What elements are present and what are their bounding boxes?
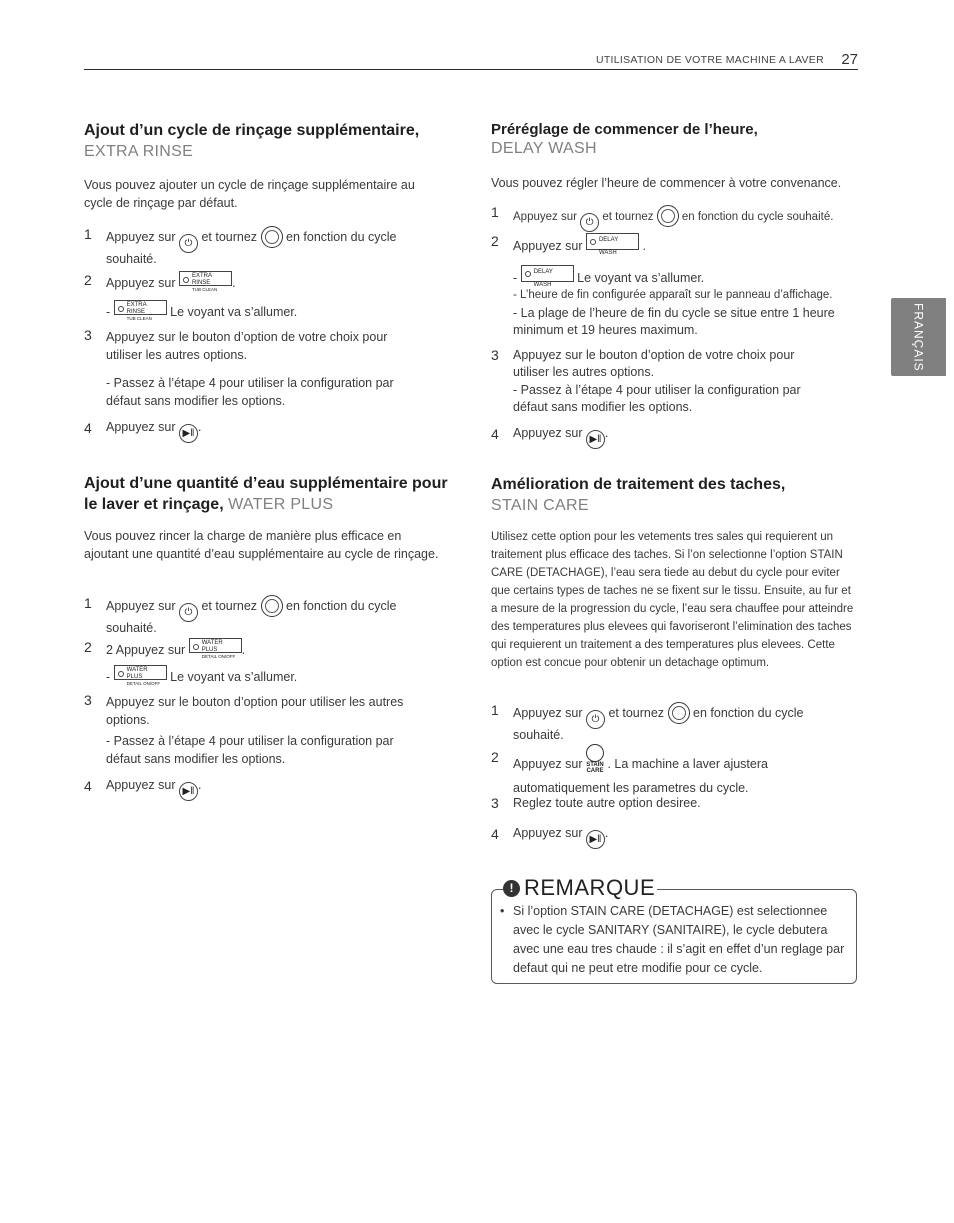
delay-wash-button-icon: DELAY WASH: [586, 233, 639, 250]
step-text: [513, 702, 853, 742]
step-sub: - DELAY WASH Le voyant va s’allumer.: [513, 265, 863, 287]
start-pause-icon: ▶‖: [586, 830, 605, 849]
note-bullet: •: [500, 904, 505, 918]
delay-wash-title: Préréglage de commencer de l’heure,: [491, 121, 758, 138]
step-label: Appuyez sur: [513, 239, 583, 253]
step-number: 1: [491, 702, 499, 718]
cycle-dial-icon: [668, 702, 690, 724]
step-sub: - Passez à l’étape 4 pour utiliser la configuration par défaut sans modifier les options.: [106, 376, 394, 408]
step-label: Appuyez sur: [106, 230, 176, 244]
exclamation-icon: !: [503, 880, 520, 897]
power-button-icon: ⏻: [586, 710, 605, 729]
cycle-dial-icon: [261, 226, 283, 248]
delay-wash-intro: Vous pouvez régler l’heure de commencer à votre convenance.: [491, 176, 842, 190]
step-number: 4: [491, 426, 499, 442]
step-number: 4: [491, 826, 499, 842]
step-text: Appuyez sur EXTRA RINSE TUB CLEAN .: [106, 273, 236, 292]
water-plus-heading: [84, 473, 454, 515]
step-sub: - WATER PLUS DETAIL ON/OFF Le voyant va s’allumer.: [106, 667, 298, 686]
step-number: 3: [491, 347, 499, 363]
step-number: 1: [84, 226, 92, 242]
extra-rinse-section: [84, 120, 452, 439]
step-label: Le voyant va s’allumer.: [170, 305, 298, 319]
step-label: Appuyez sur: [513, 757, 583, 771]
btn-sub-label: TUB CLEAN: [191, 287, 218, 292]
stain-care-ring: [586, 744, 604, 762]
step-number: 2: [491, 749, 499, 765]
page-number: 27: [841, 51, 858, 68]
delay-wash-accent: DELAY WASH: [491, 140, 597, 157]
note-text: [500, 902, 850, 978]
step-text: Appuyez sur ▶‖ .: [513, 825, 608, 849]
water-plus-button-icon: [114, 665, 167, 686]
step-label: Appuyez sur: [106, 276, 176, 290]
step-number: 2: [84, 639, 92, 655]
step-label: et tournez: [201, 230, 258, 244]
extra-rinse-heading: [84, 120, 452, 162]
start-pause-icon: ▶‖: [586, 430, 605, 449]
step-text: Appuyez sur DELAY WASH .: [513, 233, 646, 255]
step-label: en fonction du cycle: [286, 230, 397, 244]
note-header: [503, 874, 657, 902]
step-label: Le voyant va s’allumer.: [577, 271, 705, 285]
step-text: Reglez toute autre option desiree.: [513, 796, 701, 810]
btn-label: EXTRA RINSE: [191, 273, 212, 286]
btn-sub-label: DETAIL ON/OFF: [201, 654, 236, 659]
step-label: Appuyez sur: [106, 420, 176, 434]
step-number: 3: [491, 795, 499, 811]
water-plus-button-icon: [189, 638, 242, 659]
water-plus-accent: WATER PLUS: [228, 496, 334, 513]
step-number: 3: [84, 692, 92, 708]
step-label: souhaité.: [106, 621, 157, 635]
care-label: CARE: [586, 768, 604, 774]
step-sub: - Passez à l’étape 4 pour utiliser la configuration par défaut sans modifier les options.: [513, 383, 801, 414]
step-label: Appuyez sur: [513, 211, 577, 223]
delay-wash-heading: [491, 120, 859, 158]
step-number: 3: [84, 327, 92, 343]
step-label: Le voyant va s’allumer.: [170, 670, 298, 684]
language-tab: [891, 298, 946, 376]
step-label: Appuyez sur: [513, 426, 583, 440]
step-text: 2 Appuyez sur WATER PLUS DETAIL ON/OFF .: [106, 640, 246, 659]
page-header: [84, 50, 858, 70]
step-label: automatiquement les parametres du cycle.: [513, 781, 749, 795]
stain-care-button-icon: [586, 744, 604, 774]
step-text: [106, 226, 446, 266]
step-label: et tournez: [201, 599, 258, 613]
step-label: Appuyez sur: [106, 599, 176, 613]
delay-wash-section: [491, 120, 859, 445]
language-tab-label: FRANÇAIS: [911, 302, 926, 372]
step-number: 2: [491, 233, 499, 249]
step-text: [106, 595, 446, 635]
step-sub: - La plage de l’heure de fin du cycle se situe entre 1 heure minimum et 19 heures maximum.: [513, 306, 835, 337]
power-button-icon: ⏻: [179, 234, 198, 253]
step-number: 1: [491, 204, 499, 220]
extra-rinse-accent: EXTRA RINSE: [84, 143, 194, 160]
note-title: REMARQUE: [524, 875, 656, 900]
extra-rinse-button-icon: [114, 300, 167, 321]
step-label: et tournez: [602, 211, 654, 223]
power-button-icon: ⏻: [179, 603, 198, 622]
step-sub: - L’heure de fin configurée apparaît sur le panneau d’affichage.: [513, 289, 833, 301]
step-label: 2 Appuyez sur: [106, 643, 186, 657]
btn-sub-label: DETAIL ON/OFF: [126, 681, 161, 686]
extra-rinse-intro: Vous pouvez ajouter un cycle de rinçage supplémentaire au cycle de rinçage par défaut.: [84, 178, 415, 210]
stain-care-heading: [491, 474, 859, 516]
water-plus-title: Ajout d’une quantité d’eau supplémentaire pour le laver et rinçage,: [84, 475, 448, 513]
stain-care-section: [491, 474, 859, 845]
stain-label: STAIN: [586, 762, 604, 768]
start-pause-icon: ▶‖: [179, 424, 198, 443]
step-label: en fonction du cycle: [693, 706, 804, 720]
step-label: souhaité.: [513, 728, 564, 742]
btn-label: EXTRA RINSE: [126, 302, 147, 315]
delay-wash-button-icon: DELAY WASH: [521, 265, 574, 282]
step-number: 4: [84, 778, 92, 794]
stain-care-intro: Utilisez cette option pour les vetements tres sales qui requierent un traitement plus efficace des taches. Si l’on selectionne l’option STAIN CARE (DETACHAGE), l’eau sera tiede au debut du cycle pour eviter que certains types de taches ne se fixent sur le tissu. Ensuite, au fur et a mesure de la progression du cycle, l’eau sera chauffee pour atteindre des temperatures plus elevees qui favoriseront l’elimination des taches qui requierent un traitement a des temperatures plus elevees. Cette option est concue pour obtenir un detachage optimum.: [491, 531, 854, 669]
power-button-icon: ⏻: [580, 213, 599, 232]
step-label: Appuyez sur: [513, 826, 583, 840]
step-label: Appuyez sur: [106, 778, 176, 792]
step-sub: - EXTRA RINSE TUB CLEAN Le voyant va s’allumer.: [106, 302, 298, 321]
step-text: Appuyez sur le bouton d’option de votre choix pour utiliser les autres options.: [106, 330, 388, 362]
step-label: . La machine a laver ajustera: [607, 757, 768, 771]
step-label: en fonction du cycle: [286, 599, 397, 613]
step-text: Appuyez sur ▶‖ .: [513, 425, 608, 449]
step-text: [513, 205, 863, 232]
btn-label: WATER PLUS: [201, 640, 223, 653]
step-label: souhaité.: [106, 252, 157, 266]
step-sub: - Passez à l’étape 4 pour utiliser la configuration par défaut sans modifier les options.: [106, 734, 394, 766]
cycle-dial-icon: [261, 595, 283, 617]
water-plus-intro: Vous pouvez rincer la charge de manière plus efficace en ajoutant une quantité d’eau supplémentaire au cycle de rinçage.: [84, 529, 439, 561]
step-label: et tournez: [608, 706, 665, 720]
stain-care-accent: STAIN CARE: [491, 497, 589, 514]
btn-sub-label: TUB CLEAN: [126, 316, 152, 321]
step-text: Appuyez sur le bouton d’option de votre choix pour utiliser les autres options.: [513, 348, 795, 379]
water-plus-section: [84, 473, 452, 797]
extra-rinse-title: Ajout d’un cycle de rinçage supplémentaire,: [84, 122, 420, 139]
btn-label: WATER PLUS: [126, 667, 148, 680]
start-pause-icon: ▶‖: [179, 782, 198, 801]
step-text: Appuyez sur ▶‖ .: [106, 777, 201, 801]
stain-care-title: Amélioration de traitement des taches,: [491, 476, 786, 493]
step-text: Appuyez sur le bouton d’option pour utiliser les autres options.: [106, 695, 404, 727]
cycle-dial-icon: [657, 205, 679, 227]
step-label: en fonction du cycle souhaité.: [681, 211, 834, 223]
step-text: Appuyez sur ▶‖ .: [106, 419, 201, 443]
header-title: UTILISATION DE VOTRE MACHINE A LAVER: [595, 54, 824, 66]
note-body: Si l’option STAIN CARE (DETACHAGE) est selectionnee avec le cycle SANITARY (SANITAIRE), le cycle debutera avec une eau tres chaude : il s’agit en effet d’un reglage par defaut qui ne peut etre modifie pour ce cycle.: [513, 904, 845, 975]
step-label: Appuyez sur: [513, 706, 583, 720]
step-number: 1: [84, 595, 92, 611]
step-number: 4: [84, 420, 92, 436]
step-text: [513, 744, 853, 800]
step-number: 2: [84, 272, 92, 288]
extra-rinse-button-icon: [179, 271, 232, 292]
